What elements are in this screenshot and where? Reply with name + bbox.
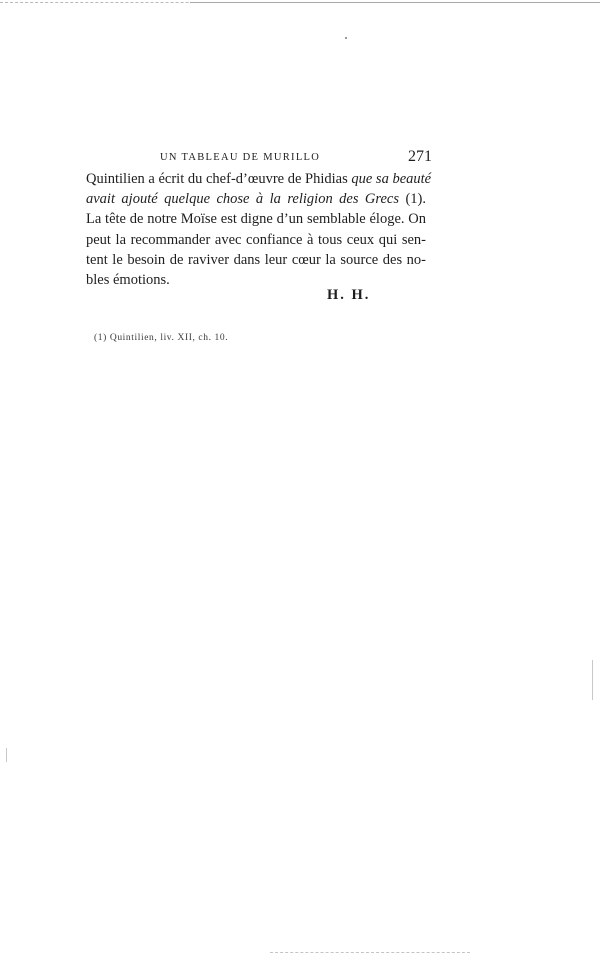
page-number: 271 — [408, 148, 432, 165]
text-line — [86, 189, 426, 209]
body-text — [86, 169, 432, 290]
text-run: La tête de notre Moïse est digne d’un semblable éloge. On — [86, 211, 426, 228]
footnote: (1) Quintilien, liv. XII, ch. 10. — [94, 333, 229, 343]
running-head: UN TABLEAU DE MURILLO — [160, 152, 321, 163]
print-speck — [345, 37, 347, 39]
italic-text-run: avait ajouté quelque chose à la religion des Grecs — [86, 191, 400, 208]
text-line — [86, 250, 426, 270]
footnote-reference[interactable]: (1). — [399, 191, 426, 208]
text-run: peut la recommander avec confiance à tous ceux qui sen- — [86, 231, 426, 248]
bottom-edge-rule — [270, 952, 470, 953]
text-line — [86, 169, 432, 189]
text-line — [86, 230, 426, 250]
text-run: bles émotions. — [86, 272, 170, 289]
text-line — [86, 270, 426, 290]
signature: H. H. — [327, 287, 371, 303]
right-edge-mark — [592, 660, 593, 700]
left-edge-mark — [6, 748, 7, 762]
top-edge-rule-solid — [190, 2, 600, 3]
italic-text-run: que sa beauté — [351, 171, 432, 187]
text-run: Quintilien a écrit du chef-d’œuvre de Phidias — [86, 171, 352, 187]
text-run: tent le besoin de raviver dans leur cœur la source des no- — [86, 251, 426, 268]
text-line — [86, 209, 426, 229]
